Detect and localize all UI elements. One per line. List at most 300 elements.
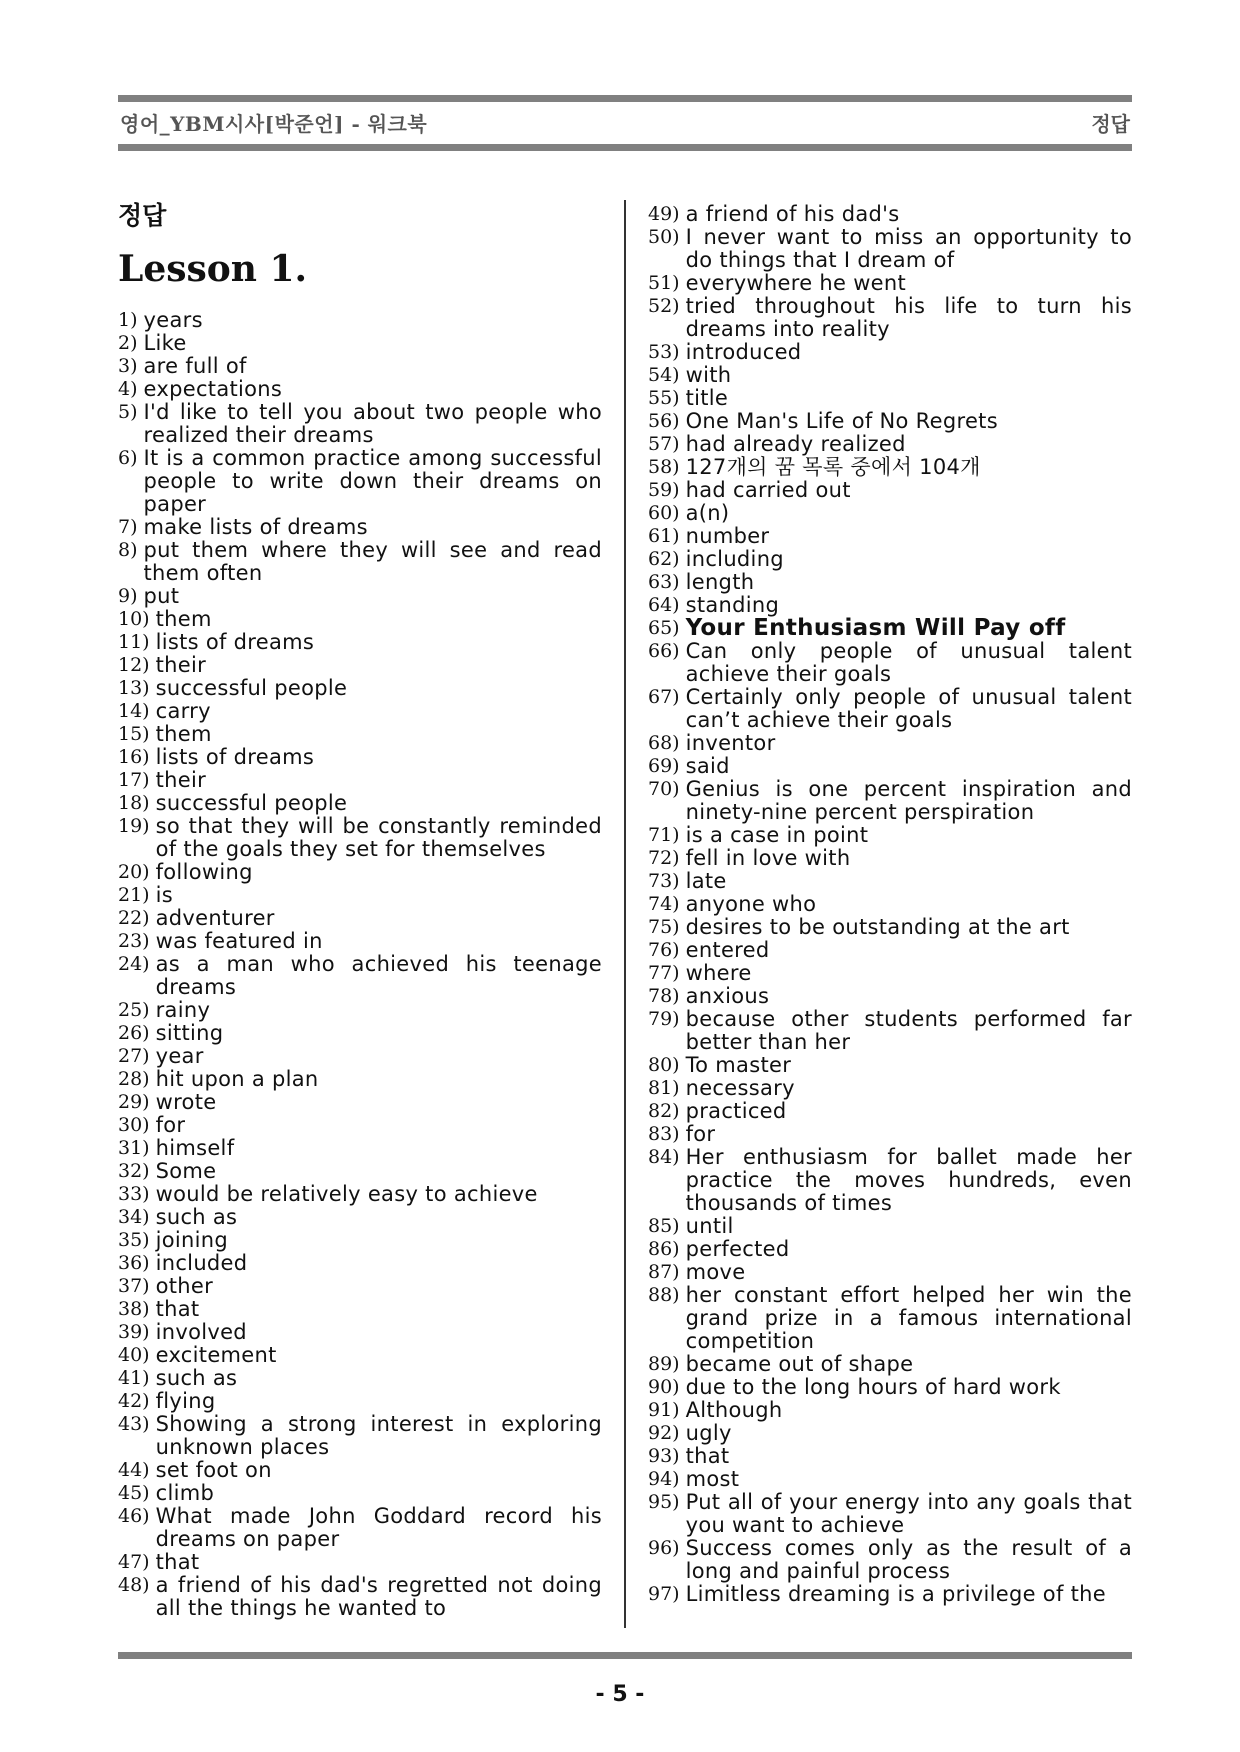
- answer-text: title: [685, 386, 729, 410]
- answer-item: [648, 962, 1132, 985]
- answer-item: [648, 1537, 1132, 1583]
- answer-text: Genius is one percent inspiration and ninety-nine percent perspiration: [685, 777, 1132, 824]
- answer-item: [118, 355, 602, 378]
- answer-text: anyone who: [685, 892, 817, 916]
- answer-item: [118, 723, 602, 746]
- answer-number: 35): [118, 1229, 150, 1251]
- answer-number: 74): [648, 893, 680, 915]
- answer-number: 93): [648, 1445, 680, 1467]
- answer-number: 39): [118, 1321, 150, 1343]
- answer-text: lists of dreams: [155, 630, 315, 654]
- answer-text: Put all of your energy into any goals that you want to achieve: [685, 1490, 1132, 1537]
- answer-item: [118, 1206, 602, 1229]
- answer-text: hit upon a plan: [155, 1067, 319, 1091]
- answer-text: One Man's Life of No Regrets: [685, 409, 998, 433]
- answer-number: 78): [648, 985, 680, 1007]
- answer-text: her constant effort helped her win the grand prize in a famous international competition: [685, 1283, 1132, 1353]
- answer-item: [648, 226, 1132, 272]
- answer-text: carry: [155, 699, 211, 723]
- answer-item: [118, 585, 602, 608]
- answer-item: [648, 341, 1132, 364]
- answer-item: [118, 1045, 602, 1068]
- answer-text: introduced: [685, 340, 802, 364]
- answer-text: To master: [685, 1053, 792, 1077]
- answer-item: [648, 1215, 1132, 1238]
- answer-item: [118, 1183, 602, 1206]
- answer-text: Some: [155, 1159, 217, 1183]
- answer-text: ugly: [685, 1421, 732, 1445]
- answer-text: everywhere he went: [685, 271, 907, 295]
- answer-text: included: [155, 1251, 248, 1275]
- answer-text: I'd like to tell you about two people who realized their dreams: [143, 400, 602, 447]
- answer-number: 73): [648, 870, 680, 892]
- answer-text: late: [685, 869, 727, 893]
- answer-text: had already realized: [685, 432, 906, 456]
- answer-item: [648, 1146, 1132, 1215]
- answer-item: [118, 700, 602, 723]
- answer-text: so that they will be constantly reminded of the goals they set for themselves: [155, 814, 602, 861]
- answer-number: 19): [118, 815, 150, 837]
- answer-number: 68): [648, 732, 680, 754]
- answer-text: such as: [155, 1366, 238, 1390]
- answer-item: [118, 1022, 602, 1045]
- answer-item: [118, 608, 602, 631]
- answer-number: 86): [648, 1238, 680, 1260]
- answer-item: [118, 930, 602, 953]
- column-divider: [624, 200, 626, 1628]
- answer-number: 50): [648, 226, 680, 248]
- answer-number: 17): [118, 769, 150, 791]
- answer-item: [118, 654, 602, 677]
- answer-item: [118, 1275, 602, 1298]
- answer-text: said: [685, 754, 730, 778]
- answer-text: number: [685, 524, 770, 548]
- answer-text: length: [685, 570, 755, 594]
- answer-item: [648, 939, 1132, 962]
- answer-item: [118, 309, 602, 332]
- answer-item: [648, 456, 1132, 479]
- answer-number: 6): [118, 447, 138, 469]
- running-header-section: 정답: [1091, 112, 1130, 136]
- answer-item: [118, 1459, 602, 1482]
- answer-number: 91): [648, 1399, 680, 1421]
- answer-number: 49): [648, 203, 680, 225]
- answer-number: 37): [118, 1275, 150, 1297]
- answer-number: 45): [118, 1482, 150, 1504]
- page-number: - 5 -: [595, 1682, 645, 1707]
- answer-text: including: [685, 547, 784, 571]
- answer-number: 61): [648, 525, 680, 547]
- answer-text: Although: [685, 1398, 783, 1422]
- answer-text: was featured in: [155, 929, 323, 953]
- answer-text: due to the long hours of hard work: [685, 1375, 1061, 1399]
- answer-item: [648, 571, 1132, 594]
- answer-text: put them where they will see and read them often: [143, 538, 602, 585]
- answer-item: [118, 815, 602, 861]
- answer-number: 15): [118, 723, 150, 745]
- answer-text: are full of: [143, 354, 247, 378]
- answer-text: tried throughout his life to turn his dreams into reality: [685, 294, 1132, 341]
- answer-number: 57): [648, 433, 680, 455]
- answer-number: 4): [118, 378, 138, 400]
- answer-text: entered: [685, 938, 770, 962]
- answer-number: 82): [648, 1100, 680, 1122]
- answer-item: [648, 1583, 1132, 1606]
- answer-text: is a case in point: [685, 823, 869, 847]
- header-rule-top: [118, 95, 1132, 102]
- answer-number: 67): [648, 686, 680, 708]
- answer-item: [648, 686, 1132, 732]
- answer-number: 69): [648, 755, 680, 777]
- answer-item: [118, 447, 602, 516]
- answer-text: I never want to miss an opportunity to do things that I dream of: [685, 225, 1132, 272]
- answer-item: [118, 953, 602, 999]
- answer-item: [118, 1252, 602, 1275]
- answer-text: their: [155, 653, 207, 677]
- answer-number: 70): [648, 778, 680, 800]
- answer-text: move: [685, 1260, 746, 1284]
- answer-item: [648, 1054, 1132, 1077]
- answer-text: Your Enthusiasm Will Pay off: [685, 615, 1066, 641]
- answer-text: such as: [155, 1205, 238, 1229]
- answer-number: 58): [648, 456, 680, 478]
- answer-number: 11): [118, 631, 150, 653]
- answer-number: 36): [118, 1252, 150, 1274]
- answer-column-right: [648, 203, 1132, 1606]
- answer-text: What made John Goddard record his dreams on paper: [155, 1504, 602, 1551]
- answer-number: 14): [118, 700, 150, 722]
- section-title: 정답: [118, 201, 167, 230]
- answer-number: 2): [118, 332, 138, 354]
- answer-number: 21): [118, 884, 150, 906]
- answer-number: 64): [648, 594, 680, 616]
- answer-item: [648, 548, 1132, 571]
- answer-number: 83): [648, 1123, 680, 1145]
- answer-item: [648, 203, 1132, 226]
- answer-number: 27): [118, 1045, 150, 1067]
- answer-text: Success comes only as the result of a long and painful process: [685, 1536, 1132, 1583]
- answer-text: a friend of his dad's regretted not doing all the things he wanted to: [155, 1573, 602, 1620]
- lesson-title: Lesson 1.: [118, 248, 308, 290]
- answer-text: other: [155, 1274, 214, 1298]
- answer-text: inventor: [685, 731, 776, 755]
- answer-text: would be relatively easy to achieve: [155, 1182, 538, 1206]
- answer-item: [648, 364, 1132, 387]
- answer-text: as a man who achieved his teenage dreams: [155, 952, 602, 999]
- answer-number: 60): [648, 502, 680, 524]
- answer-number: 97): [648, 1583, 680, 1605]
- answer-item: [118, 401, 602, 447]
- answer-number: 40): [118, 1344, 150, 1366]
- answer-number: 16): [118, 746, 150, 768]
- answer-item: [118, 1574, 602, 1620]
- answer-item: [648, 433, 1132, 456]
- answer-text: sitting: [155, 1021, 224, 1045]
- answer-text: that: [155, 1297, 200, 1321]
- answer-number: 12): [118, 654, 150, 676]
- answer-number: 25): [118, 999, 150, 1021]
- answer-item: [118, 884, 602, 907]
- answer-number: 63): [648, 571, 680, 593]
- answer-item: [648, 272, 1132, 295]
- answer-item: [118, 1229, 602, 1252]
- answer-number: 88): [648, 1284, 680, 1306]
- answer-number: 42): [118, 1390, 150, 1412]
- answer-item: [118, 1160, 602, 1183]
- answer-number: 87): [648, 1261, 680, 1283]
- answer-item: [648, 479, 1132, 502]
- answer-number: 41): [118, 1367, 150, 1389]
- answer-text: anxious: [685, 984, 770, 1008]
- answer-text: standing: [685, 593, 780, 617]
- answer-number: 13): [118, 677, 150, 699]
- answer-item: [118, 1505, 602, 1551]
- answer-number: 96): [648, 1537, 680, 1559]
- answer-text: most: [685, 1467, 740, 1491]
- answer-text: a(n): [685, 501, 730, 525]
- answer-text: fell in love with: [685, 846, 851, 870]
- answer-number: 75): [648, 916, 680, 938]
- answer-number: 24): [118, 953, 150, 975]
- answer-item: [648, 1123, 1132, 1146]
- answer-item: [118, 1413, 602, 1459]
- answer-text: following: [155, 860, 253, 884]
- answer-text: desires to be outstanding at the art: [685, 915, 1070, 939]
- answer-number: 26): [118, 1022, 150, 1044]
- answer-number: 90): [648, 1376, 680, 1398]
- answer-number: 43): [118, 1413, 150, 1435]
- answer-item: [648, 502, 1132, 525]
- answer-item: [648, 1284, 1132, 1353]
- answer-item: [648, 893, 1132, 916]
- answer-item: [648, 1008, 1132, 1054]
- answer-number: 54): [648, 364, 680, 386]
- answer-item: [648, 1261, 1132, 1284]
- answer-number: 34): [118, 1206, 150, 1228]
- answer-item: [648, 1399, 1132, 1422]
- answer-number: 31): [118, 1137, 150, 1159]
- answer-item: [118, 1137, 602, 1160]
- answer-item: [118, 1091, 602, 1114]
- answer-number: 10): [118, 608, 150, 630]
- answer-item: [648, 617, 1132, 640]
- answer-item: [648, 410, 1132, 433]
- answer-text: them: [155, 607, 212, 631]
- answer-item: [118, 1551, 602, 1574]
- answer-item: [648, 870, 1132, 893]
- answer-text: for: [685, 1122, 716, 1146]
- header-rule-bottom: [118, 144, 1132, 151]
- answer-text: put: [143, 584, 180, 608]
- answer-text: with: [685, 363, 732, 387]
- answer-text: lists of dreams: [155, 745, 315, 769]
- answer-item: [118, 746, 602, 769]
- answer-number: 94): [648, 1468, 680, 1490]
- answer-number: 79): [648, 1008, 680, 1030]
- answer-text: year: [155, 1044, 204, 1068]
- answer-item: [648, 985, 1132, 1008]
- answer-number: 65): [648, 617, 680, 639]
- answer-item: [648, 824, 1132, 847]
- answer-number: 85): [648, 1215, 680, 1237]
- answer-item: [118, 378, 602, 401]
- answer-item: [118, 332, 602, 355]
- answer-number: 80): [648, 1054, 680, 1076]
- answer-text: joining: [155, 1228, 228, 1252]
- answer-item: [648, 1238, 1132, 1261]
- answer-number: 89): [648, 1353, 680, 1375]
- answer-text: involved: [155, 1320, 247, 1344]
- answer-text: Like: [143, 331, 187, 355]
- answer-number: 56): [648, 410, 680, 432]
- answer-item: [118, 677, 602, 700]
- answer-item: [648, 525, 1132, 548]
- answer-text: expectations: [143, 377, 283, 401]
- answer-item: [118, 1367, 602, 1390]
- answer-text: years: [143, 308, 203, 332]
- answer-text: where: [685, 961, 752, 985]
- answer-text: necessary: [685, 1076, 795, 1100]
- answer-number: 46): [118, 1505, 150, 1527]
- answer-item: [648, 1353, 1132, 1376]
- answer-item: [118, 999, 602, 1022]
- answer-item: [648, 1422, 1132, 1445]
- answer-number: 95): [648, 1491, 680, 1513]
- answer-text: until: [685, 1214, 734, 1238]
- answer-text: excitement: [155, 1343, 277, 1367]
- answer-item: [118, 769, 602, 792]
- answer-text: Certainly only people of unusual talent can’t achieve their goals: [685, 685, 1132, 732]
- answer-item: [118, 1298, 602, 1321]
- answer-number: 77): [648, 962, 680, 984]
- answer-number: 53): [648, 341, 680, 363]
- answer-number: 55): [648, 387, 680, 409]
- answer-item: [118, 907, 602, 930]
- answer-text: Limitless dreaming is a privilege of the: [685, 1582, 1106, 1606]
- answer-item: [118, 1068, 602, 1091]
- answer-number: 84): [648, 1146, 680, 1168]
- answer-number: 18): [118, 792, 150, 814]
- answer-number: 5): [118, 401, 138, 423]
- answer-number: 62): [648, 548, 680, 570]
- answer-item: [118, 861, 602, 884]
- answer-text: wrote: [155, 1090, 217, 1114]
- answer-number: 52): [648, 295, 680, 317]
- answer-text: himself: [155, 1136, 235, 1160]
- answer-text: that: [685, 1444, 730, 1468]
- answer-number: 23): [118, 930, 150, 952]
- answer-item: [118, 516, 602, 539]
- answer-text: set foot on: [155, 1458, 272, 1482]
- answer-item: [648, 594, 1132, 617]
- answer-item: [648, 755, 1132, 778]
- answer-number: 71): [648, 824, 680, 846]
- answer-number: 22): [118, 907, 150, 929]
- answer-text: their: [155, 768, 207, 792]
- answer-number: 33): [118, 1183, 150, 1205]
- answer-text: a friend of his dad's: [685, 202, 900, 226]
- answer-text: flying: [155, 1389, 216, 1413]
- answer-number: 1): [118, 309, 138, 331]
- answer-number: 48): [118, 1574, 150, 1596]
- running-header-title: 영어_YBM시사[박준언] - 워크북: [120, 112, 428, 136]
- answer-number: 92): [648, 1422, 680, 1444]
- answer-number: 3): [118, 355, 138, 377]
- answer-number: 20): [118, 861, 150, 883]
- answer-text: adventurer: [155, 906, 275, 930]
- answer-text: for: [155, 1113, 186, 1137]
- answer-number: 38): [118, 1298, 150, 1320]
- answer-number: 7): [118, 516, 138, 538]
- answer-item: [118, 1114, 602, 1137]
- answer-text: Can only people of unusual talent achieve their goals: [685, 639, 1132, 686]
- answer-number: 47): [118, 1551, 150, 1573]
- answer-item: [648, 847, 1132, 870]
- answer-number: 32): [118, 1160, 150, 1182]
- answer-item: [648, 916, 1132, 939]
- answer-text: had carried out: [685, 478, 851, 502]
- answer-item: [648, 778, 1132, 824]
- answer-item: [648, 1491, 1132, 1537]
- answer-item: [648, 1376, 1132, 1399]
- answer-item: [118, 1390, 602, 1413]
- answer-text: Showing a strong interest in exploring unknown places: [155, 1412, 602, 1459]
- answer-column-left: [118, 309, 602, 1620]
- answer-item: [118, 1321, 602, 1344]
- answer-item: [648, 1468, 1132, 1491]
- answer-item: [648, 1445, 1132, 1468]
- answer-text: successful people: [155, 676, 348, 700]
- answer-text: rainy: [155, 998, 211, 1022]
- footer-rule: [118, 1652, 1132, 1659]
- answer-number: 72): [648, 847, 680, 869]
- answer-item: [648, 1100, 1132, 1123]
- answer-item: [648, 387, 1132, 410]
- answer-text: became out of shape: [685, 1352, 914, 1376]
- answer-item: [648, 640, 1132, 686]
- answer-text: practiced: [685, 1099, 787, 1123]
- answer-number: 44): [118, 1459, 150, 1481]
- answer-number: 9): [118, 585, 138, 607]
- answer-item: [648, 295, 1132, 341]
- answer-text: make lists of dreams: [143, 515, 368, 539]
- answer-text: It is a common practice among successful people to write down their dreams on paper: [143, 446, 602, 516]
- answer-number: 76): [648, 939, 680, 961]
- answer-text: because other students performed far better than her: [685, 1007, 1132, 1054]
- answer-text: is: [155, 883, 173, 907]
- answer-item: [118, 539, 602, 585]
- answer-number: 28): [118, 1068, 150, 1090]
- answer-text: perfected: [685, 1237, 790, 1261]
- answer-number: 29): [118, 1091, 150, 1113]
- answer-number: 51): [648, 272, 680, 294]
- answer-text: that: [155, 1550, 200, 1574]
- answer-number: 59): [648, 479, 680, 501]
- answer-text: Her enthusiasm for ballet made her practice the moves hundreds, even thousands of times: [685, 1145, 1132, 1215]
- answer-number: 66): [648, 640, 680, 662]
- answer-text: successful people: [155, 791, 348, 815]
- answer-item: [118, 1344, 602, 1367]
- answer-text: climb: [155, 1481, 215, 1505]
- answer-item: [118, 1482, 602, 1505]
- answer-item: [648, 732, 1132, 755]
- answer-text: them: [155, 722, 212, 746]
- answer-item: [648, 1077, 1132, 1100]
- answer-item: [118, 792, 602, 815]
- answer-number: 8): [118, 539, 138, 561]
- answer-number: 81): [648, 1077, 680, 1099]
- answer-text: 127개의 꿈 목록 중에서 104개: [685, 455, 981, 479]
